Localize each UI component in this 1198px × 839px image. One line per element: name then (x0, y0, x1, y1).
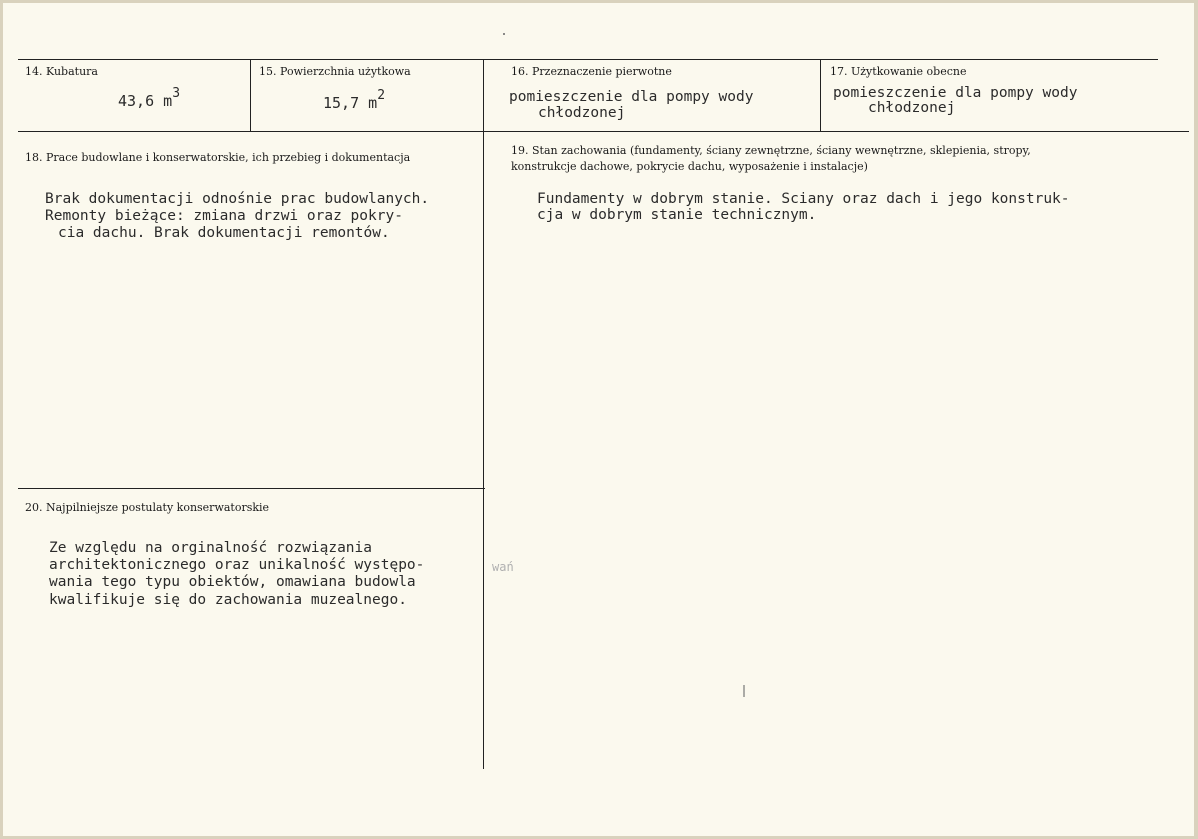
field-20-line-1: Ze względu na orginalność rozwiązania (49, 540, 373, 556)
field-14-label: 14. Kubatura (25, 65, 98, 78)
field-19-line-1: Fundamenty w dobrym stanie. Sciany oraz dach i jego konstruk- (537, 191, 1070, 207)
field-15-unit-sup: 2 (377, 88, 386, 103)
field-18-line-1: Brak dokumentacji odnośnie prac budowlanych. (45, 191, 430, 207)
field-15-label: 15. Powierzchnia użytkowa (259, 65, 411, 78)
top-rule (18, 59, 1158, 60)
inventory-card (3, 3, 1194, 836)
field-19-line-2: cja w dobrym stanie technicznym. (537, 207, 817, 223)
field-14-value (118, 86, 181, 110)
field-16-label: 16. Przeznaczenie pierwotne (511, 65, 672, 78)
field-14-number: 43,6 m (118, 92, 173, 110)
col-divider-14-15 (250, 59, 251, 131)
field-15-number: 15,7 m (323, 94, 378, 112)
field-17-line-2: chłodzonej (868, 100, 956, 116)
field-18-line-2: Remonty bieżące: zmiana drzwi oraz pokry- (45, 208, 403, 224)
col-divider-16-17 (820, 59, 821, 131)
field-14-unit-sup: 3 (172, 86, 181, 101)
col-divider-main (483, 59, 484, 769)
field-18-label: 18. Prace budowlane i konserwatorskie, ich przebieg i dokumentacja (25, 151, 411, 164)
field-16-line-2: chłodzonej (538, 105, 626, 121)
field-20-overflow-text: wań (492, 560, 514, 574)
row2-divider-rule (18, 488, 485, 489)
field-15-value (323, 88, 386, 112)
paper-speck (503, 33, 505, 35)
field-20-line-2: architektonicznego oraz unikalność występo- (49, 557, 425, 573)
field-20-label: 20. Najpilniejsze postulaty konserwatorskie (25, 501, 270, 514)
field-16-line-1: pomieszczenie dla pompy wody (509, 89, 754, 105)
pen-mark (743, 685, 745, 697)
row1-bottom-rule (18, 131, 1189, 132)
field-20-line-3: wania tego typu obiektów, omawiana budowla (49, 574, 416, 590)
field-18-line-3: cia dachu. Brak dokumentacji remontów. (58, 225, 390, 241)
field-20-line-4: kwalifikuje się do zachowania muzealnego. (49, 592, 407, 608)
field-19-label-line-2: konstrukcje dachowe, pokrycie dachu, wyposażenie i instalacje) (511, 160, 868, 173)
field-17-label: 17. Użytkowanie obecne (830, 65, 967, 78)
field-17-line-1: pomieszczenie dla pompy wody (833, 85, 1078, 101)
field-19-label: 19. Stan zachowania (fundamenty, ściany zewnętrzne, ściany wewnętrzne, sklepienia, stropy, (511, 144, 1031, 157)
